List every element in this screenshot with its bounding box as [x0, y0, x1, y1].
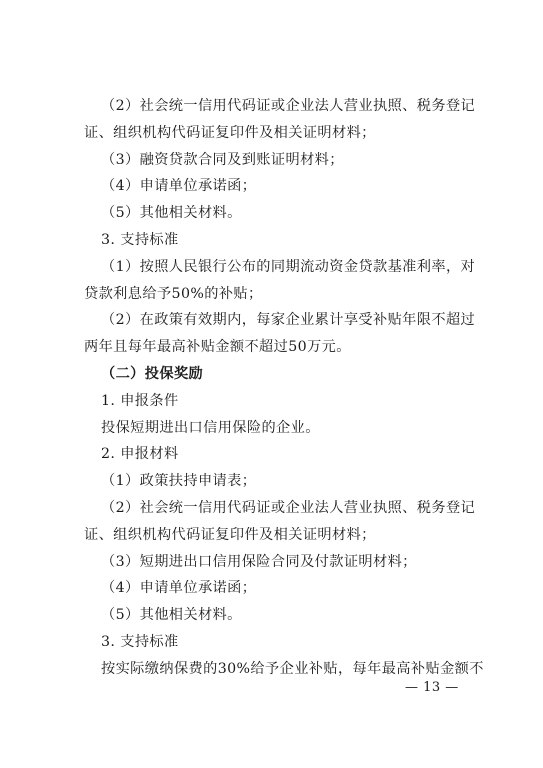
text-line: （2）社会统一信用代码证或企业法人营业执照、税务登记	[101, 499, 476, 516]
text-line: 贷款利息给予50%的补贴；	[84, 285, 263, 302]
text-line: 证、组织机构代码证复印件及相关证明材料；	[84, 124, 376, 141]
text-line: 3. 支持标准	[101, 633, 179, 650]
text-line: （5）其他相关材料。	[101, 205, 242, 222]
section-heading: （二）投保奖励	[101, 365, 204, 382]
text-line: 投保短期进出口信用保险的企业。	[101, 419, 320, 436]
text-line: （5）其他相关材料。	[101, 607, 242, 624]
text-line: （2）在政策有效期内，每家企业累计享受补贴年限不超过	[101, 312, 476, 329]
text-line: 按实际缴纳保费的30%给予企业补贴，每年最高补贴金额不	[101, 660, 484, 677]
text-line: 证、组织机构代码证复印件及相关证明材料；	[84, 526, 376, 543]
text-line: （3）短期进出口信用保险合同及付款证明材料；	[101, 553, 417, 570]
document-body	[84, 93, 484, 683]
text-line: 1. 申报条件	[101, 392, 179, 409]
text-line: （4）申请单位承诺函；	[101, 178, 257, 195]
text-line: （1）按照人民银行公布的同期流动资金贷款基准利率，对	[101, 258, 476, 275]
text-line: （4）申请单位承诺函；	[101, 580, 257, 597]
text-line: （2）社会统一信用代码证或企业法人营业执照、税务登记	[101, 98, 476, 114]
text-line: 2. 申报材料	[101, 446, 179, 463]
page-number: — 13 —	[405, 680, 459, 695]
text-line: 两年且每年最高补贴金额不超过50万元。	[84, 339, 351, 356]
text-line: 3. 支持标准	[101, 231, 179, 248]
text-line: （1）政策扶持申请表；	[101, 473, 257, 490]
text-line: （3）融资贷款合同及到账证明材料；	[101, 151, 344, 168]
